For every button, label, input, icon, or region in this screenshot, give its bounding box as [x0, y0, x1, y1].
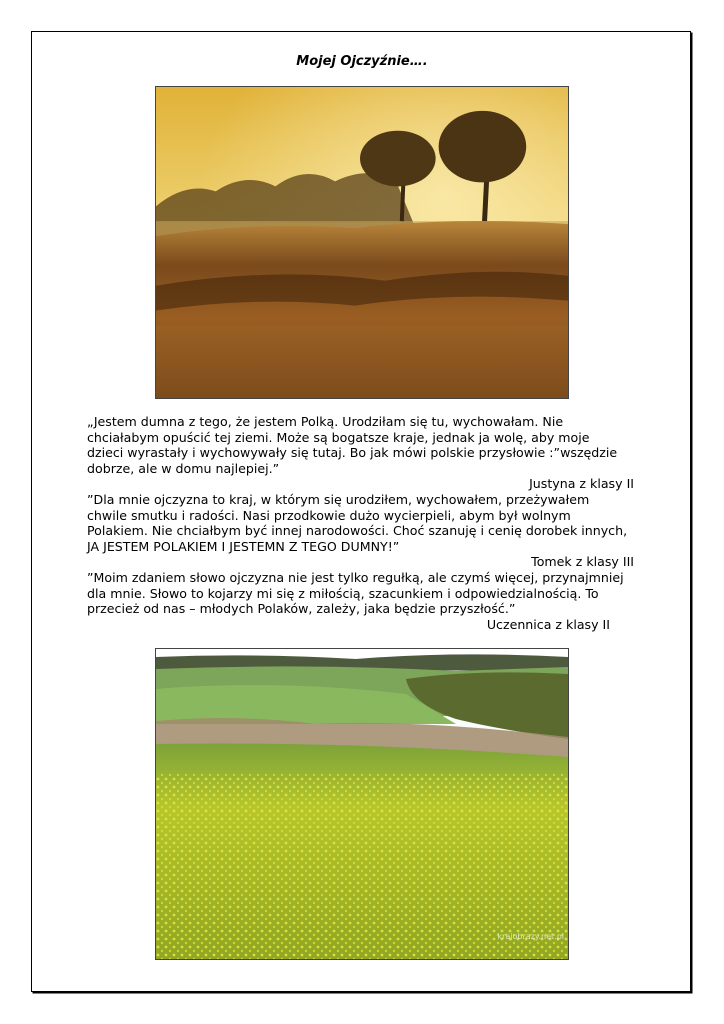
autumn-field-photo	[155, 86, 569, 399]
rapeseed-field-photo	[155, 648, 569, 960]
quote-2-line-1: ”Dla mnie ojczyzna to kraj, w którym się urodziłem, wychowałem, przeżywałem	[87, 491, 590, 507]
quote-2-author: Tomek z klasy III	[531, 554, 634, 570]
quote-3-line-2: dla mnie. Słowo to kojarzy mi się z miłością, szacunkiem i odpowiedzialnością. To	[87, 585, 599, 601]
quote-1-line-3: dzieci wyrastały i wychowywały się tutaj. Bo jak mówi polskie przysłowie :”wszędzie	[87, 445, 618, 461]
quote-1-author: Justyna z klasy II	[529, 476, 634, 492]
page-title: Mojej Ojczyźnie….	[296, 54, 428, 69]
quote-3-line-3: przecież od nas – młodych Polaków, zależy, jaka będzie przyszłość.”	[87, 601, 516, 617]
quotes-section	[87, 414, 647, 632]
quote-1-line-4: dobrze, ale w domu najlepiej.”	[87, 460, 280, 476]
quote-3-author: Uczennica z klasy II	[486, 616, 610, 632]
quote-1-line-2: chciałabym opuścić tej ziemi. Może są bogatsze kraje, jednak ja wolę, aby moje	[87, 429, 590, 445]
quote-2-line-3: Polakiem. Nie chciałbym być innej narodowości. Choć szanuję i cenię dorobek innych,	[87, 523, 628, 539]
quote-2-line-4: JA JESTEM POLAKIEM I JESTEMN Z TEGO DUMNY!”	[87, 538, 400, 554]
quote-2-line-2: chwile smutku i radości. Nasi przodkowie dużo wycierpieli, abym był wolnym	[87, 507, 571, 523]
quote-3-line-1: ”Moim zdaniem słowo ojczyzna nie jest tylko regułką, ale czymś więcej, przynajmniej	[87, 569, 624, 585]
quote-1-line-1: „Jestem dumna z tego, że jestem Polką. Urodziłam się tu, wychowałam. Nie	[87, 414, 564, 429]
photo-watermark: krajobrazy.net.pl	[497, 932, 564, 941]
